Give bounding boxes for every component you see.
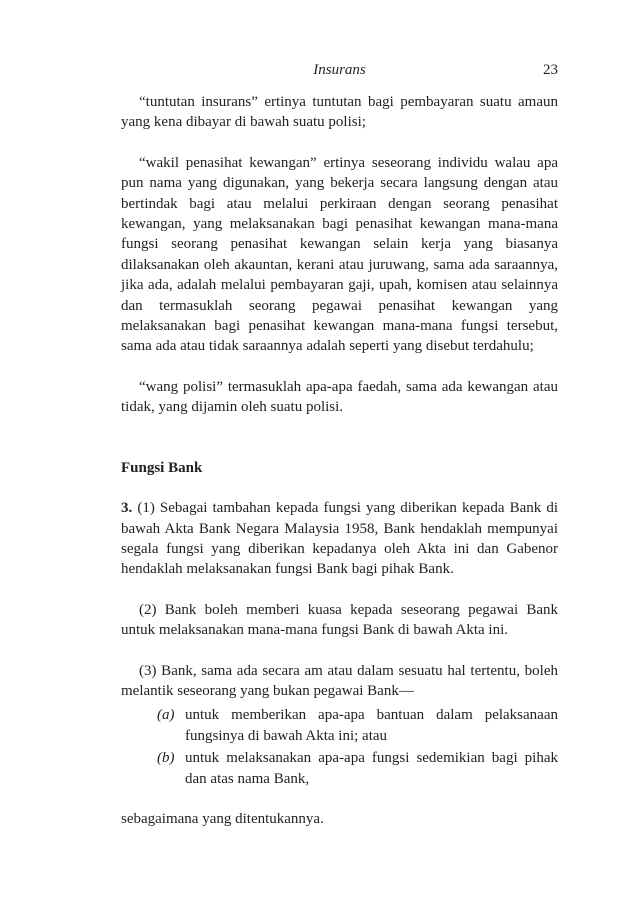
item-text: untuk melaksanakan apa-apa fungsi sedemikian bagi pihak dan atas nama Bank, — [185, 750, 558, 787]
section-heading: Fungsi Bank — [121, 459, 203, 476]
definition-paragraph: “wakil penasihat kewangan” ertinya seseorang individu walau apa pun nama yang digunakan, yang bekerja secara langsung dengan atau bertindak bagi atau melalui perkiraan dengan seorang penasihat kewangan, yang melaksanakan bagi penasihat kewangan mana-mana fungsi seorang penasihat kewangan selain kerja yang biasanya dilaksanakan oleh akauntan, kerani atau juruwang, sama ada saraannya, jika ada, adalah melalui pembayaran gaji, upah, komisen atau selainnya dan termasuklah seorang pegawai penasihat kewangan yang melaksanakan bagi penasihat kewangan mana-mana fungsi tersebut, sama ada atau tidak saraannya adalah seperti yang disebut terdahulu; — [121, 154, 558, 355]
item-label: (a) — [157, 707, 175, 724]
definition-paragraph: “wang polisi” termasuklah apa-apa faedah, sama ada kewangan atau tidak, yang dijamin oleh suatu polisi. — [121, 378, 558, 416]
subsection-1 — [121, 498, 558, 580]
subsection-3: (3) Bank, sama ada secara am atau dalam sesuatu hal tertentu, boleh melantik seseorang yang bukan pegawai Bank— — [121, 662, 558, 699]
subsection-2: (2) Bank boleh memberi kuasa kepada seseorang pegawai Bank untuk melaksanakan mana-mana fungsi Bank di bawah Akta ini. — [121, 601, 558, 639]
definition-paragraph: “tuntutan insurans” ertinya tuntutan bagi pembayaran suatu amaun yang kena dibayar di bawah suatu polisi; — [121, 94, 558, 131]
subsection-1-text: (1) Sebagai tambahan kepada fungsi yang diberikan kepada Bank di bawah Akta Bank Negara Malaysia 1958, Bank hendaklah mempunyai segala fungsi yang diberikan kepadanya oleh Akta ini dan Gabenor hendaklah melaksanakan fungsi Bank bagi pihak Bank. — [121, 500, 558, 578]
item-text: untuk memberikan apa-apa bantuan dalam pelaksanaan fungsinya di bawah Akta ini; atau — [185, 707, 558, 744]
running-title: Insurans — [313, 62, 366, 78]
page-number: 23 — [543, 62, 558, 78]
list-item — [121, 705, 558, 746]
item-list — [121, 705, 558, 789]
section-number: 3. — [121, 500, 133, 517]
closing-text: sebagaimana yang ditentukannya. — [121, 810, 324, 827]
page-body — [121, 92, 558, 829]
page-header — [121, 62, 558, 82]
item-label: (b) — [157, 750, 175, 767]
list-item — [121, 748, 558, 789]
